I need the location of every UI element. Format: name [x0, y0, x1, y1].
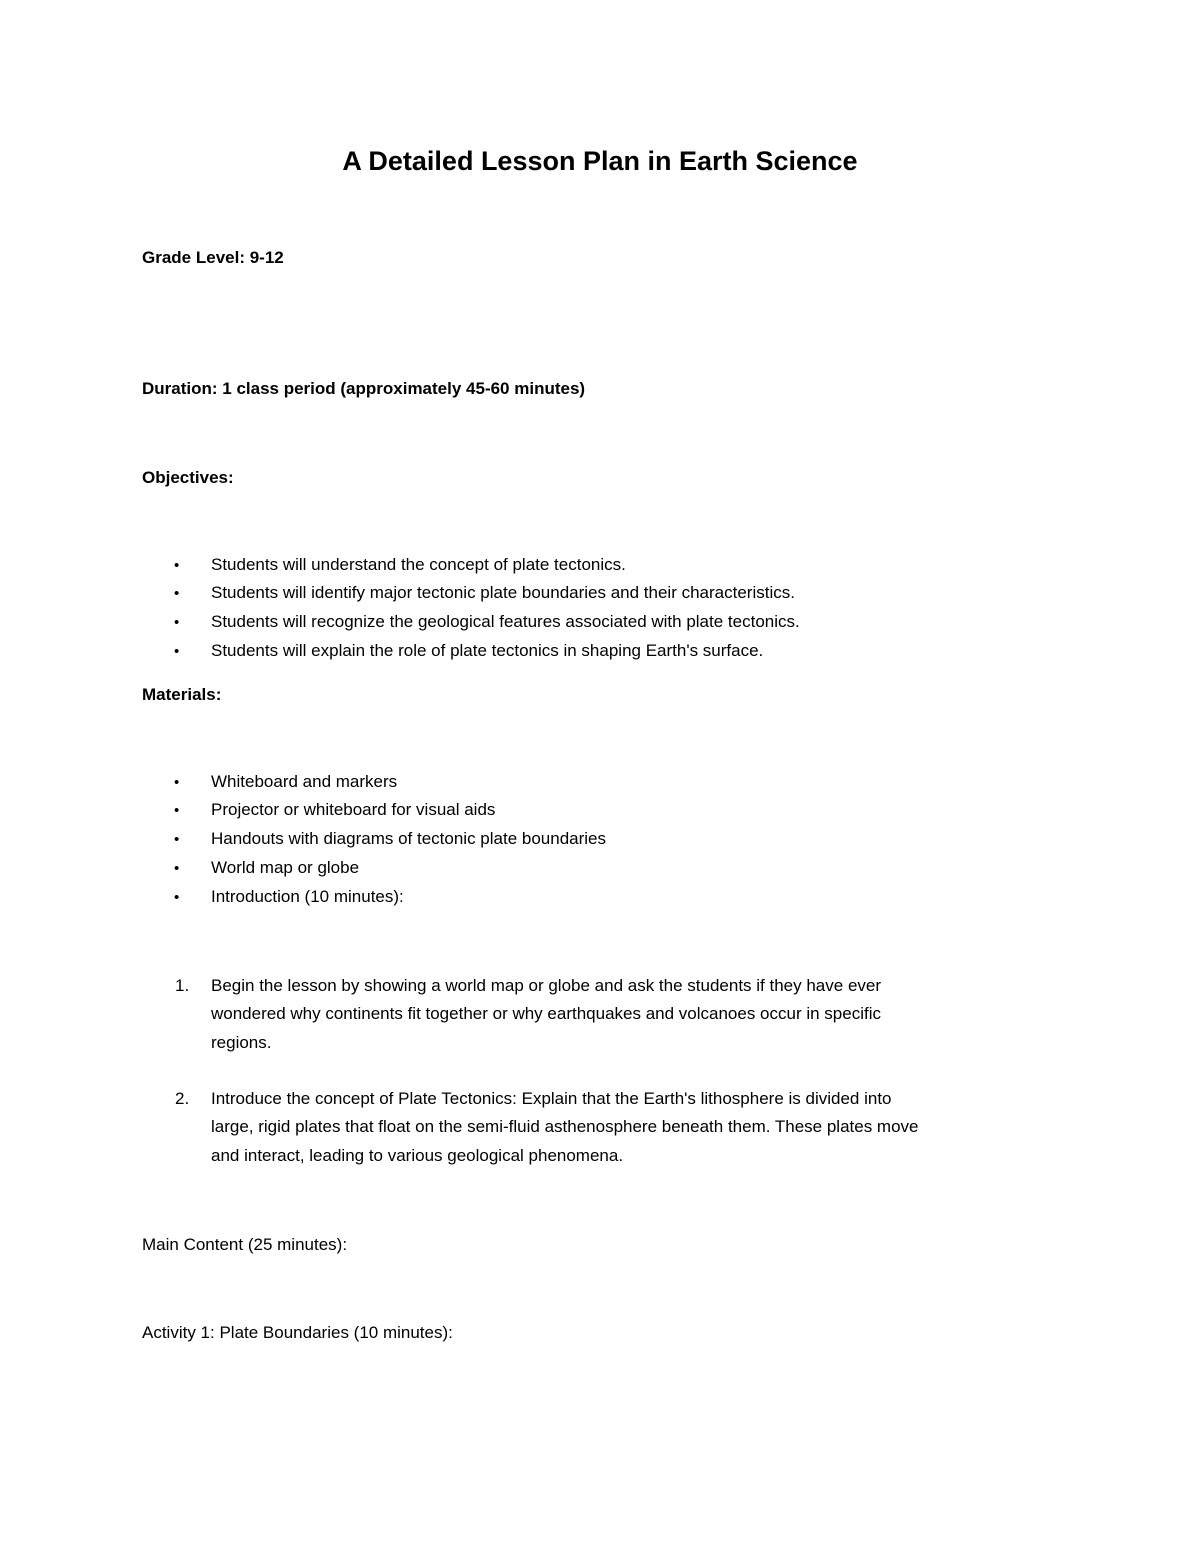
bullet-icon: • [174, 889, 180, 906]
bullet-icon: • [174, 557, 180, 574]
materials-heading: Materials: [142, 685, 222, 704]
step-line: large, rigid plates that float on the semi-fluid asthenosphere beneath them. These plates move [211, 1117, 919, 1136]
step-line: Begin the lesson by showing a world map or globe and ask the students if they have ever [211, 976, 882, 995]
list-item: Students will understand the concept of plate tectonics. [211, 555, 626, 574]
bullet-icon: • [174, 831, 180, 848]
grade-level: Grade Level: 9-12 [142, 248, 284, 267]
bullet-icon: • [174, 802, 180, 819]
list-item: Students will identify major tectonic plate boundaries and their characteristics. [211, 583, 795, 602]
list-item: World map or globe [211, 858, 360, 877]
step-line: and interact, leading to various geological phenomena. [211, 1146, 624, 1165]
bullet-icon: • [174, 585, 180, 602]
activity-1-heading: Activity 1: Plate Boundaries (10 minutes): [142, 1323, 453, 1342]
list-item: Handouts with diagrams of tectonic plate boundaries [211, 829, 607, 848]
list-item: Projector or whiteboard for visual aids [211, 800, 496, 819]
step-number: 2. [175, 1089, 190, 1108]
document-title: A Detailed Lesson Plan in Earth Science [342, 146, 858, 176]
bullet-icon: • [174, 614, 180, 631]
bullet-icon: • [174, 860, 180, 877]
step-line: Introduce the concept of Plate Tectonics: Explain that the Earth's lithosphere is divided into [211, 1089, 892, 1108]
step-number: 1. [175, 976, 190, 995]
main-content-heading: Main Content (25 minutes): [142, 1235, 348, 1254]
step-line: regions. [211, 1033, 272, 1052]
list-item: Introduction (10 minutes): [211, 887, 404, 906]
bullet-icon: • [174, 643, 180, 660]
list-item: Whiteboard and markers [211, 772, 398, 791]
bullet-icon: • [174, 774, 180, 791]
list-item: Students will recognize the geological features associated with plate tectonics. [211, 612, 800, 631]
duration: Duration: 1 class period (approximately 45-60 minutes) [142, 379, 586, 398]
objectives-heading: Objectives: [142, 468, 234, 487]
step-line: wondered why continents fit together or why earthquakes and volcanoes occur in specific [211, 1004, 881, 1023]
list-item: Students will explain the role of plate tectonics in shaping Earth's surface. [211, 641, 764, 660]
